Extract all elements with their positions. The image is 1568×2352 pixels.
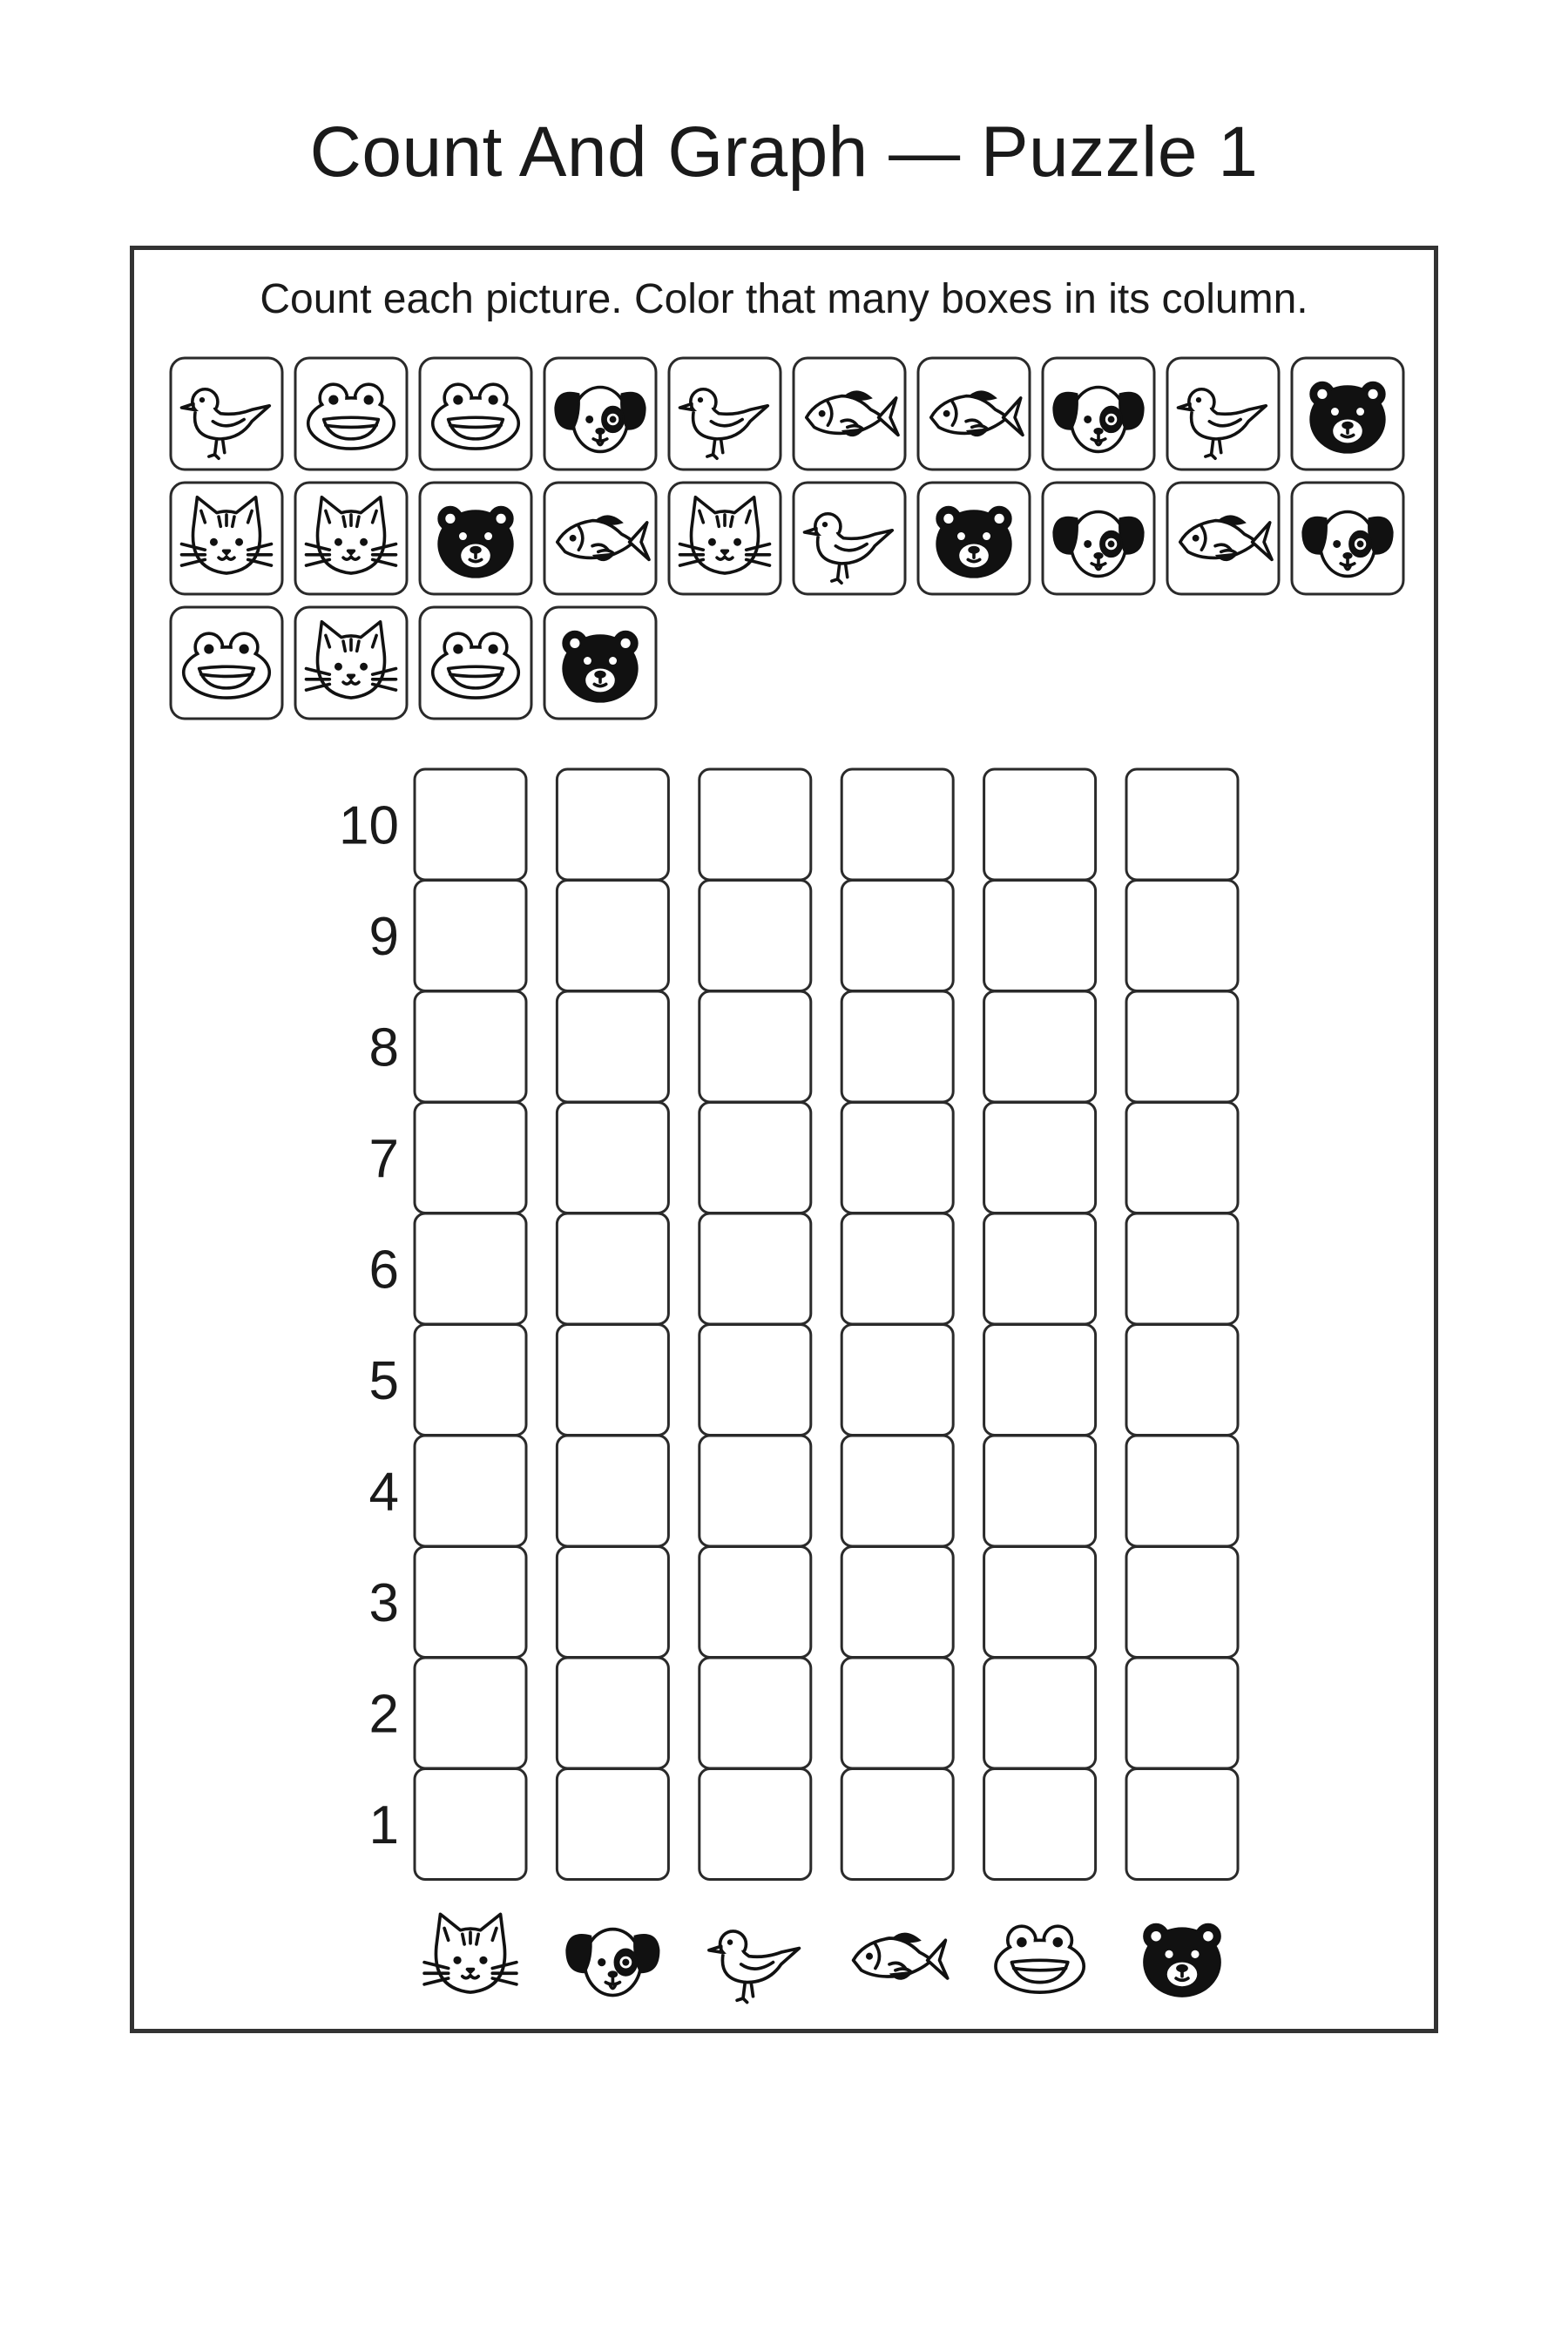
cat-column-icon [424,1914,517,1992]
graph-cell[interactable] [984,1658,1096,1768]
y-axis-label: 7 [368,1129,399,1189]
picture-tile [669,358,781,470]
graph-cell[interactable] [557,1436,668,1546]
graph-cell[interactable] [557,1103,668,1213]
bear-icon [563,632,637,702]
picture-tile [918,483,1030,594]
graph-cell[interactable] [984,769,1096,880]
graph-cell[interactable] [415,1213,526,1324]
picture-tile [794,358,905,470]
graph-cell[interactable] [984,1325,1096,1436]
graph-cell[interactable] [700,1547,811,1658]
y-axis-label: 1 [368,1795,399,1855]
graph-cell[interactable] [415,1658,526,1768]
page-title: Count And Graph — Puzzle 1 [309,112,1259,192]
graph-cell[interactable] [700,1436,811,1546]
graph-cell[interactable] [984,1436,1096,1546]
graph-cell[interactable] [984,1547,1096,1658]
bear-column-icon [1144,1924,1220,1997]
y-axis-label: 3 [368,1573,399,1633]
graph-cell[interactable] [984,1213,1096,1324]
picture-tile [669,483,781,594]
graph-cell[interactable] [415,1436,526,1546]
graph-cell[interactable] [557,991,668,1102]
graph-axis-labels [339,796,399,1856]
picture-tile [1043,358,1154,470]
y-axis-label: 5 [368,1351,399,1411]
graph-cell[interactable] [557,769,668,880]
bear-icon [438,507,512,578]
graph-cell[interactable] [841,881,953,991]
graph-cell[interactable] [415,1547,526,1658]
graph-cell[interactable] [841,769,953,880]
graph-cell[interactable] [841,1325,953,1436]
picture-tile [420,358,531,470]
bar-graph-grid [415,769,1238,1880]
bear-icon [936,507,1010,578]
picture-tile [1292,483,1403,594]
graph-cell[interactable] [557,1769,668,1880]
graph-cell[interactable] [1126,1547,1238,1658]
graph-cell[interactable] [841,1769,953,1880]
y-axis-label: 9 [368,907,399,967]
picture-tile [918,358,1030,470]
graph-cell[interactable] [415,1325,526,1436]
picture-tile [171,358,282,470]
graph-cell[interactable] [841,1658,953,1768]
graph-cell[interactable] [1126,1436,1238,1546]
frog-column-icon [996,1926,1084,1992]
instructions-text: Count each picture. Color that many boxes in its column. [260,276,1308,322]
picture-tile [794,483,905,594]
graph-cell[interactable] [841,1436,953,1546]
picture-tile [420,607,531,719]
y-axis-label: 10 [339,795,399,856]
graph-cell[interactable] [415,1103,526,1213]
bear-icon [1310,382,1384,453]
graph-cell[interactable] [1126,881,1238,991]
y-axis-label: 2 [368,1684,399,1745]
graph-cell[interactable] [1126,1325,1238,1436]
graph-cell[interactable] [557,1325,668,1436]
picture-tile [295,483,407,594]
graph-cell[interactable] [841,1103,953,1213]
graph-cell[interactable] [1126,1769,1238,1880]
graph-cell[interactable] [700,991,811,1102]
picture-tile [295,358,407,470]
graph-column-icons [424,1914,1220,2002]
picture-tile [171,483,282,594]
graph-cell[interactable] [1126,1103,1238,1213]
picture-tile [544,483,656,594]
graph-cell[interactable] [700,1325,811,1436]
dog-column-icon [567,1930,659,1996]
graph-cell[interactable] [415,991,526,1102]
picture-tile [1167,483,1279,594]
graph-cell[interactable] [984,1103,1096,1213]
graph-cell[interactable] [1126,1658,1238,1768]
graph-cell[interactable] [700,881,811,991]
picture-tile [544,607,656,719]
graph-cell[interactable] [557,1547,668,1658]
picture-tile [420,483,531,594]
y-axis-label: 8 [368,1017,399,1078]
y-axis-label: 6 [368,1240,399,1301]
picture-tile [171,607,282,719]
picture-tile [1292,358,1403,470]
picture-tile [1043,483,1154,594]
graph-cell[interactable] [984,1769,1096,1880]
graph-cell[interactable] [557,1213,668,1324]
fish-column-icon [854,1934,948,1979]
graph-cell[interactable] [700,1103,811,1213]
picture-tile [1167,358,1279,470]
graph-cell[interactable] [415,881,526,991]
graph-cell[interactable] [700,769,811,880]
graph-cell[interactable] [841,1213,953,1324]
graph-cell[interactable] [557,1658,668,1768]
graph-cell[interactable] [984,881,1096,991]
graph-cell[interactable] [700,1769,811,1880]
graph-cell[interactable] [415,769,526,880]
graph-cell[interactable] [984,991,1096,1102]
graph-cell[interactable] [557,881,668,991]
graph-cell[interactable] [700,1213,811,1324]
picture-tile [544,358,656,470]
picture-tile [295,607,407,719]
graph-cell[interactable] [841,991,953,1102]
graph-cell[interactable] [1126,769,1238,880]
graph-cell[interactable] [1126,1213,1238,1324]
graph-cell[interactable] [415,1769,526,1880]
graph-cell[interactable] [700,1658,811,1768]
graph-cell[interactable] [1126,991,1238,1102]
graph-cell[interactable] [841,1547,953,1658]
y-axis-label: 4 [368,1462,399,1523]
picture-grid [171,358,1403,719]
bird-column-icon [709,1931,800,2003]
